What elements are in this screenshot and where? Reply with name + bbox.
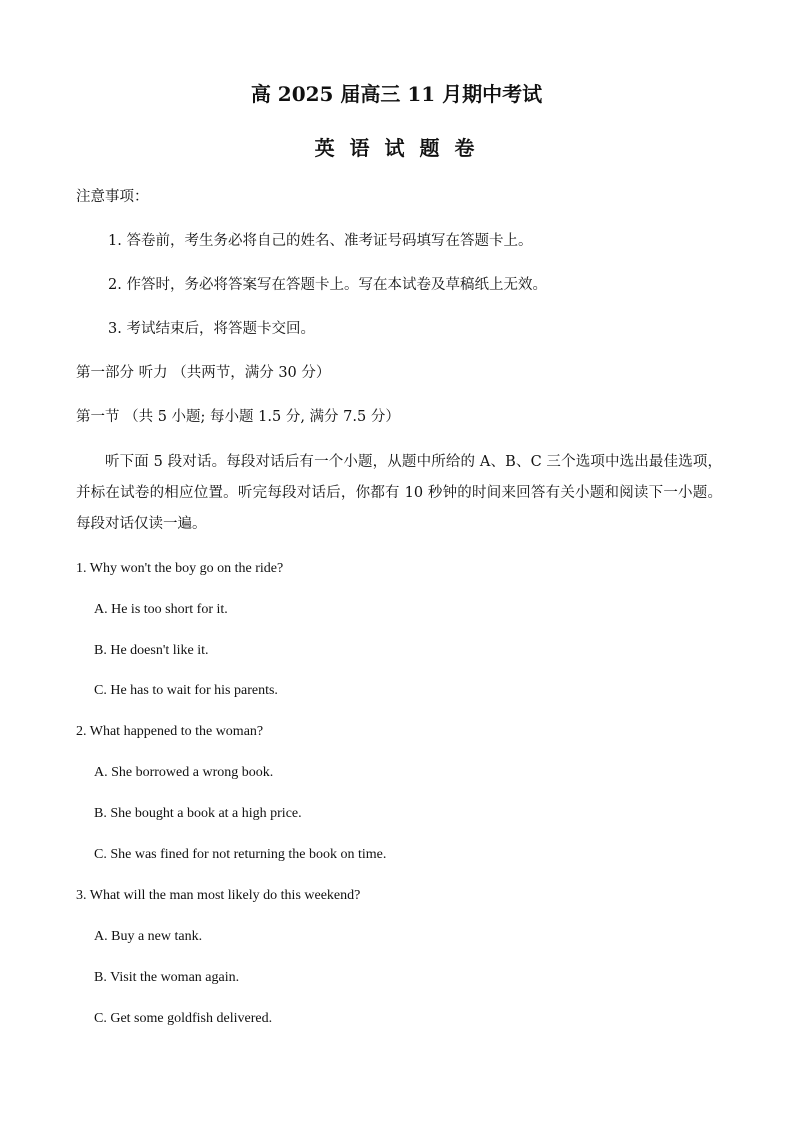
option-a: A. She borrowed a wrong book. — [94, 765, 274, 780]
exam-title: 高 2025 届高三 11 月期中考试 — [250, 82, 543, 106]
option-b: B. She bought a book at a high price. — [94, 806, 302, 821]
option-c: C. He has to wait for his parents. — [94, 683, 278, 698]
notice-item: 3. 考试结束后，将答题卡交回。 — [108, 321, 315, 337]
option-b: B. Visit the woman again. — [94, 970, 240, 985]
option-c: C. She was fined for not returning the book on time. — [94, 847, 387, 862]
option-a: A. He is too short for it. — [94, 602, 228, 617]
section-heading: 第一节 （共 5 小题; 每小题 1.5 分, 满分 7.5 分） — [76, 409, 400, 425]
notice-item: 2. 作答时，务必将答案写在答题卡上。写在本试卷及草稿纸上无效。 — [108, 277, 547, 293]
option-c: C. Get some goldfish delivered. — [94, 1011, 273, 1026]
exam-subtitle: 英 语 试 题 卷 — [314, 136, 479, 160]
question-stem: 1. Why won't the boy go on the ride? — [76, 561, 284, 576]
question-stem: 2. What happened to the woman? — [76, 724, 264, 739]
part-heading: 第一部分 听力 （共两节，满分 30 分） — [76, 365, 331, 381]
question-stem: 3. What will the man most likely do this weekend? — [76, 888, 361, 903]
option-b: B. He doesn't like it. — [94, 643, 209, 658]
listening-instructions: 听下面 5 段对话。每段对话后有一个小题，从题中所给的 A、B、C 三个选项中选出最佳选项，并标在试卷的相应位置。听完每段对话后，你都有 10 秒钟的时间来回答有关小题和阅读下一小题。每段对话仅读一遍。 — [76, 454, 722, 532]
option-a: A. Buy a new tank. — [94, 929, 203, 944]
notice-heading: 注意事项： — [76, 189, 149, 205]
notice-item: 1. 答卷前，考生务必将自己的姓名、准考证号码填写在答题卡上。 — [108, 233, 533, 249]
